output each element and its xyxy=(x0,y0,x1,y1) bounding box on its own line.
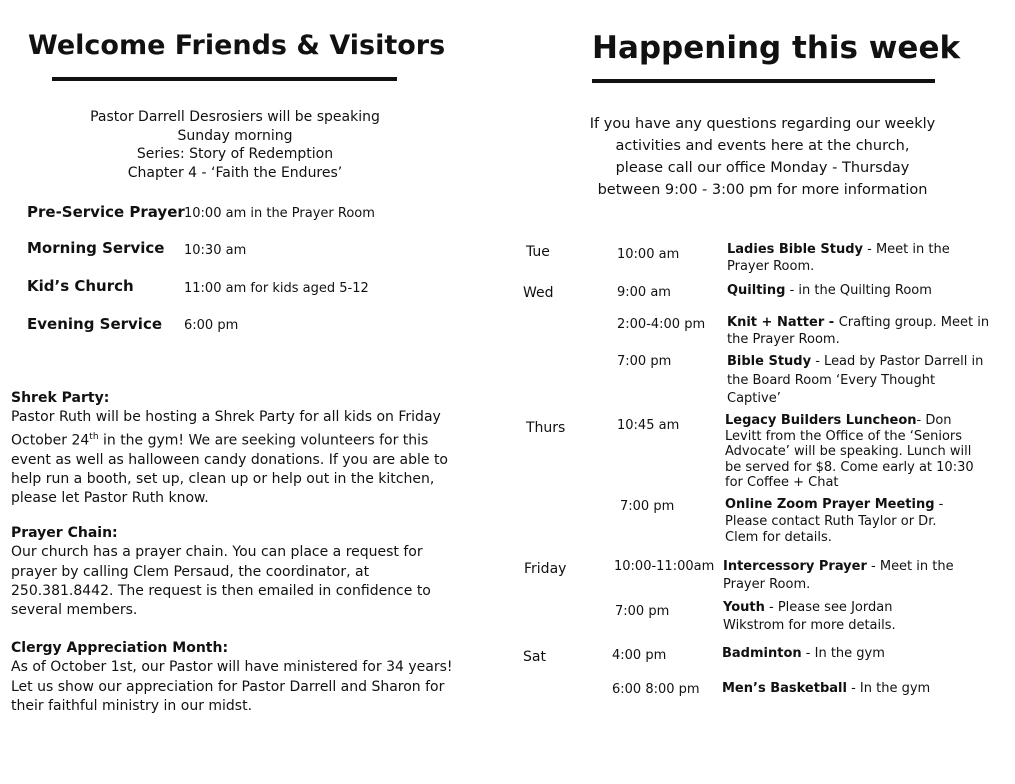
service-time: 10:30 am xyxy=(184,243,247,258)
intro-line: Pastor Darrell Desrosiers will be speaking xyxy=(90,109,380,125)
event-entry: Youth - Please see Jordan Wikstrom for more details. xyxy=(723,600,896,633)
notice-title: Shrek Party: xyxy=(11,390,110,406)
right-heading: Happening this week xyxy=(592,30,961,66)
event-entry: Legacy Builders Luncheon- Don Levitt from the Office of the ‘Seniors Advocate’ will be speaking. Lunch will be served for $8. Come early at 10:30 for Coffee + Chat xyxy=(725,413,974,490)
event-entry: Knit + Natter - Crafting group. Meet in the Prayer Room. xyxy=(727,315,990,347)
sermon-intro xyxy=(60,108,410,182)
service-name: Evening Service xyxy=(27,315,163,333)
day-label: Sat xyxy=(523,649,546,665)
info-line: If you have any questions regarding our weekly xyxy=(589,116,936,132)
notice-text: As of October 1st, our Pastor will have ministered for 34 years! Let us show our appreciation for Pastor Darrell and Sharon for their faithful ministry in our midst. xyxy=(11,659,453,714)
info-line: between 9:00 - 3:00 pm for more information xyxy=(597,182,928,198)
prayer-chain-notice xyxy=(11,524,461,620)
service-time: 6:00 pm xyxy=(184,318,239,333)
event-time: 7:00 pm xyxy=(620,499,675,514)
notice-text: Pastor Ruth will be hosting a Shrek Party for all kids on Friday October 24th in the gym! We are seeking volunteers for this event as well as halloween candy donations. If you are able to help run a booth, set up, clean up or help out in the kitchen, please let Pastor Ruth know. xyxy=(11,409,448,507)
event-entry: Badminton - In the gym xyxy=(722,646,885,661)
info-line: please call our office Monday - Thursday xyxy=(615,160,910,176)
day-label: Wed xyxy=(523,285,554,301)
event-entry: Quilting - in the Quilting Room xyxy=(727,283,932,298)
shrek-party-notice xyxy=(11,389,461,508)
service-name: Pre-Service Prayer xyxy=(27,203,185,221)
office-info xyxy=(555,113,970,201)
event-time: 7:00 pm xyxy=(617,354,672,369)
day-label: Friday xyxy=(524,561,567,577)
event-time: 7:00 pm xyxy=(615,604,670,619)
event-time: 9:00 am xyxy=(617,285,671,300)
left-heading: Welcome Friends & Visitors xyxy=(28,30,446,61)
intro-line: Series: Story of Redemption xyxy=(136,146,334,162)
service-time: 10:00 am in the Prayer Room xyxy=(184,206,375,221)
event-time: 10:45 am xyxy=(617,418,680,433)
left-heading-rule xyxy=(52,77,397,81)
notice-title: Prayer Chain: xyxy=(11,525,118,541)
event-entry: Men’s Basketball - In the gym xyxy=(722,681,931,696)
intro-line: Sunday morning xyxy=(177,127,293,144)
notice-text: Our church has a prayer chain. You can place a request for prayer by calling Clem Persaud, the coordinator, at 250.381.8442. The request is then emailed in confidence to several members. xyxy=(11,544,431,619)
event-time: 10:00-11:00am xyxy=(614,559,715,574)
intro-line: Chapter 4 - ‘Faith the Endures’ xyxy=(127,164,343,181)
notice-title: Clergy Appreciation Month: xyxy=(11,640,229,656)
event-entry: Bible Study - Lead by Pastor Darrell in the Board Room ‘Every Thought Captive’ xyxy=(727,354,984,406)
service-name: Kid’s Church xyxy=(27,277,134,295)
right-heading-rule xyxy=(592,79,935,83)
event-entry: Intercessory Prayer - Meet in the Prayer Room. xyxy=(723,559,954,592)
event-entry: Ladies Bible Study - Meet in the Prayer Room. xyxy=(727,242,950,274)
day-label: Tue xyxy=(526,244,550,260)
event-time: 4:00 pm xyxy=(612,648,667,663)
service-time: 11:00 am for kids aged 5-12 xyxy=(184,281,369,296)
event-entry: Online Zoom Prayer Meeting - Please contact Ruth Taylor or Dr. Clem for details. xyxy=(725,497,944,545)
event-time: 2:00-4:00 pm xyxy=(617,317,706,332)
event-time: 10:00 am xyxy=(617,247,680,262)
day-label: Thurs xyxy=(526,420,566,436)
clergy-appreciation-notice xyxy=(11,639,461,716)
service-name: Morning Service xyxy=(27,239,165,257)
event-time: 6:00 8:00 pm xyxy=(612,682,700,697)
info-line: activities and events here at the church, xyxy=(615,138,910,154)
